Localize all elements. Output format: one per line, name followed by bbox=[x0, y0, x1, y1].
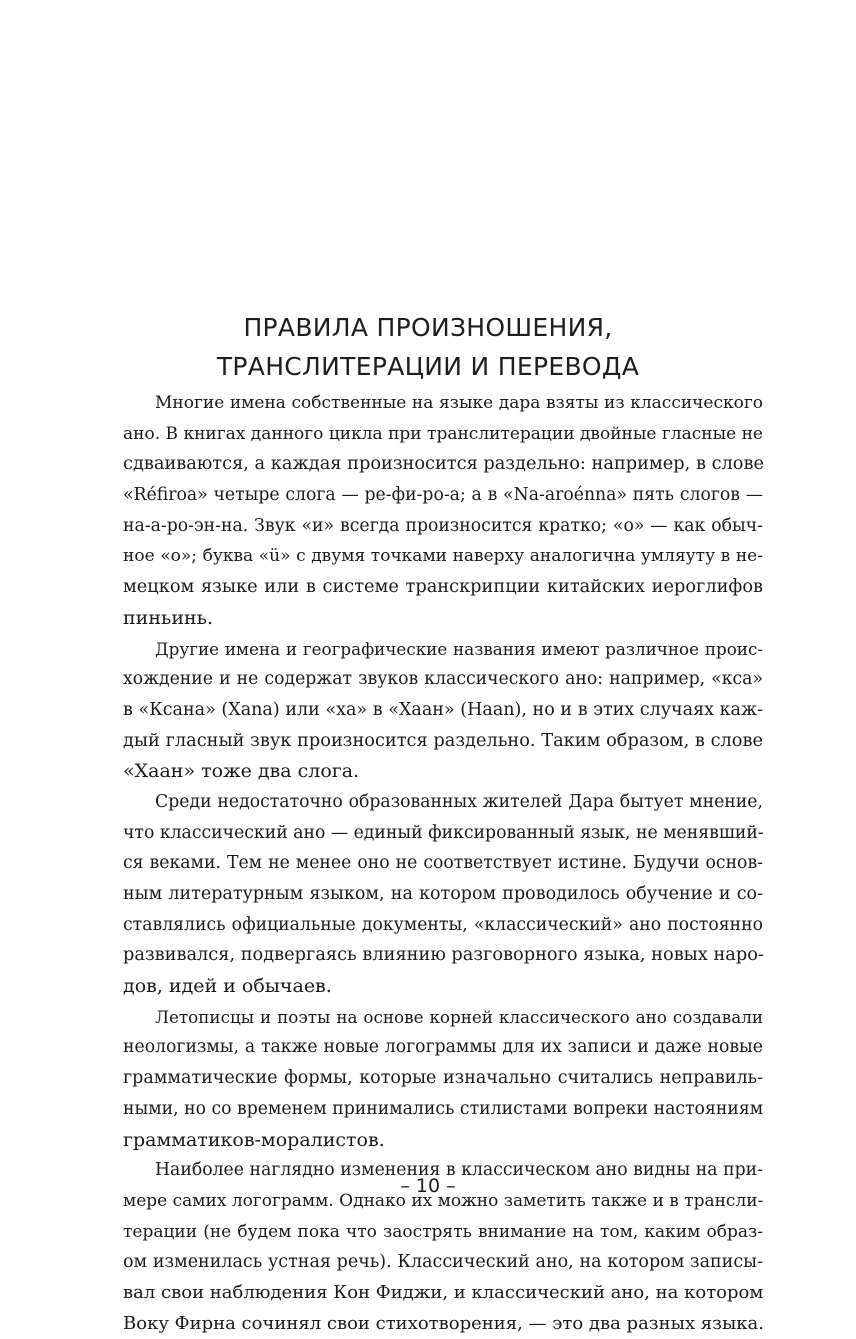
text-line: «Хаан» тоже два слога. bbox=[123, 760, 360, 783]
text-line: дов, идей и обычаев. bbox=[123, 975, 332, 998]
text-line: неологизмы, а также новые логограммы для их записи и даже новые bbox=[123, 1037, 763, 1058]
text-line: дый гласный звук произносится раздельно. Таким образом, в слове bbox=[123, 730, 763, 751]
text-line: ано. В книгах данного цикла при транслитерации двойные гласные не bbox=[123, 423, 763, 444]
text-line: пиньинь. bbox=[123, 606, 214, 629]
text-line: Среди недостаточно образованных жителей Дара бытует мнение, bbox=[155, 791, 763, 812]
text-line: Другие имена и географические названия имеют различное проис- bbox=[155, 638, 763, 659]
page-number: – 10 – bbox=[400, 1175, 456, 1197]
text-line: Летописцы и поэты на основе корней классического ано создавали bbox=[155, 1006, 763, 1027]
text-line: «Réfiroa» четыре слога — ре-фи-ро-а; а в «Na-aroénna» пять слогов — bbox=[123, 485, 763, 506]
text-line: терации (не будем пока что заострять внимание на том, каким образ- bbox=[123, 1221, 763, 1242]
text-line: Многие имена собственные на языке дара взяты из классического bbox=[155, 393, 763, 413]
text-line: Воку Фирна сочинял свои стихотворения, — это два разных языка. bbox=[123, 1312, 765, 1334]
text-line: грамматические формы, которые изначально считались неправиль- bbox=[123, 1068, 763, 1089]
text-line: ным литературным языком, на котором проводилось обучение и со- bbox=[123, 884, 763, 904]
text-line: мецком языке или в системе транскрипции китайских иероглифов bbox=[123, 577, 763, 598]
text-line: хождение и не содержат звуков классического ано: например, «кса» bbox=[123, 669, 763, 690]
chapter-title bbox=[120, 308, 736, 386]
text-line: мере самих логограмм. Однако их можно заметить также и в трансли- bbox=[123, 1190, 764, 1211]
chapter-title-line-2: ТРАНСЛИТЕРАЦИИ И ПЕРЕВОДА bbox=[216, 352, 640, 381]
text-line: развивался, подвергаясь влиянию разговорного языка, новых наро- bbox=[123, 945, 764, 966]
text-line: грамматиков-моралистов. bbox=[123, 1128, 385, 1151]
paragraph bbox=[123, 634, 763, 787]
chapter-title-line-1: ПРАВИЛА ПРОИЗНОШЕНИЯ, bbox=[243, 313, 613, 342]
text-line: сдваиваются, а каждая произносится раздельно: например, в слове bbox=[123, 454, 764, 475]
text-line: ное «о»; буква «ü» с двумя точками наверху аналогична умляуту в не- bbox=[123, 546, 763, 567]
paragraph bbox=[123, 388, 763, 634]
text-line: в «Ксана» (Xana) или «ха» в «Хаан» (Haan), но и в этих случаях каж- bbox=[123, 699, 763, 720]
text-line: ставлялись официальные документы, «классический» ано постоянно bbox=[123, 914, 763, 935]
text-line: ными, но со временем принимались стилистами вопреки настояниям bbox=[123, 1098, 764, 1119]
paragraph bbox=[123, 787, 763, 1002]
text-line: Наиболее наглядно изменения в классическом ано видны на при- bbox=[155, 1160, 763, 1181]
paragraph bbox=[123, 1002, 763, 1155]
text-line: ся веками. Тем не менее оно не соответствует истине. Будучи основ- bbox=[123, 853, 763, 874]
text-line: на-а-ро-эн-на. Звук «и» всегда произносится кратко; «о» — как обыч- bbox=[123, 515, 763, 536]
text-line: вал свои наблюдения Кон Фиджи, и классический ано, на котором bbox=[123, 1281, 764, 1303]
text-line: что классический ано — единый фиксированный язык, не менявший- bbox=[123, 822, 764, 843]
text-line: ом изменилась устная речь). Классический ано, на котором записы- bbox=[123, 1252, 763, 1273]
